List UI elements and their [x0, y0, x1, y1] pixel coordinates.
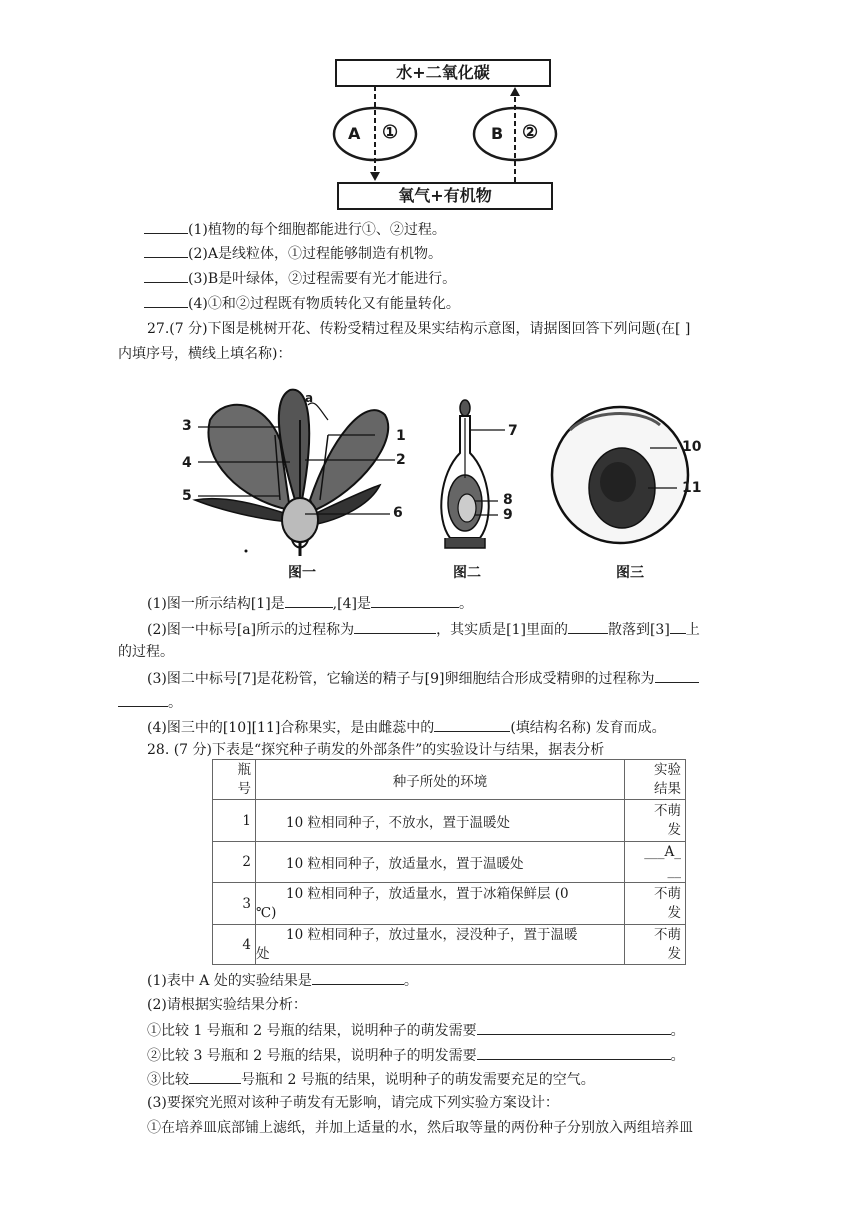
cell-no: 1 [213, 800, 256, 842]
bottom-box: 氧气+有机物 [337, 182, 553, 210]
q27-sub2-line2: 的过程。 [118, 644, 174, 660]
caption-fig3: 图三 [616, 565, 644, 581]
q28-sub2-2: ②比较 3 号瓶和 2 号瓶的结果，说明种子的明发需要 。 [147, 1044, 685, 1066]
q27-stem-line1: 27.(7 分)下图是桃树开花、传粉受精过程及果实结构示意图，请据图回答下列问题(在[ ] [147, 321, 691, 337]
label-a: A [348, 124, 361, 143]
table-row [213, 883, 686, 925]
header-bottle-no: 瓶 号 [213, 760, 256, 800]
answer-blank[interactable] [670, 618, 686, 634]
flower-illustration [180, 380, 440, 560]
label-1: 1 [396, 428, 406, 444]
label-a: a [305, 391, 314, 405]
cell-result-a[interactable]: ___A_ __ [625, 842, 686, 883]
table-row [213, 800, 686, 842]
statement-3: (3)B是叶绿体，②过程需要有光才能进行。 [144, 267, 456, 289]
label-10: 10 [682, 439, 702, 455]
fruit-illustration [550, 400, 730, 560]
table-row [213, 925, 686, 965]
caption-fig1: 图一 [288, 565, 316, 581]
process-1-label: ① [382, 122, 399, 143]
cell-no: 2 [213, 842, 256, 883]
table-row [213, 842, 686, 883]
cell-no: 4 [213, 925, 256, 965]
top-box: 水+二氧化碳 [335, 59, 551, 87]
cell-env: 10 粒相同种子，不放水，置于温暖处 [256, 800, 625, 842]
answer-blank[interactable] [285, 592, 333, 608]
label-8: 8 [503, 492, 513, 508]
answer-blank[interactable] [189, 1068, 241, 1084]
label-7: 7 [508, 423, 518, 439]
statement-1: (1)植物的每个细胞都能进行①、②过程。 [144, 218, 446, 240]
answer-blank[interactable] [371, 592, 459, 608]
q28-sub2-1: ①比较 1 号瓶和 2 号瓶的结果，说明种子的萌发需要 。 [147, 1019, 685, 1041]
cell-result: 不萌 发 [625, 883, 686, 925]
q28-sub1: (1)表中 A 处的实验结果是 。 [147, 969, 418, 991]
q27-sub3: (3)图二中标号[7]是花粉管，它输送的精子与[9]卵细胞结合形成受精卵的过程称为 [147, 667, 699, 689]
label-11: 11 [682, 480, 702, 496]
cell-no: 3 [213, 883, 256, 925]
answer-blank[interactable] [477, 1019, 671, 1035]
q27-stem-line2: 内填序号，横线上填名称)： [118, 346, 292, 362]
cell-env: 10 粒相同种子，放过量水，浸没种子，置于温暖 处 [256, 925, 625, 965]
pistil-illustration [430, 398, 540, 558]
label-3: 3 [182, 418, 192, 434]
cell-env: 10 粒相同种子，放适量水，置于温暖处 [256, 842, 625, 883]
q28-stem: 28. (7 分)下表是“探究种子萌发的外部条件”的实验设计与结果，据表分析 [147, 742, 605, 758]
q27-sub3-line2: 。 [118, 691, 182, 713]
q28-sub3-1: ①在培养皿底部铺上滤纸，并加上适量的水，然后取等量的两份种子分别放入两组培养皿 [147, 1120, 693, 1136]
statement-2: (2)A是线粒体，①过程能够制造有机物。 [144, 242, 442, 264]
label-9: 9 [503, 507, 513, 523]
caption-fig2: 图二 [453, 565, 481, 581]
answer-blank[interactable] [434, 716, 510, 732]
answer-blank[interactable] [144, 292, 188, 308]
header-environment: 种子所处的环境 [256, 760, 625, 800]
header-result: 实验 结果 [625, 760, 686, 800]
answer-blank[interactable] [655, 667, 699, 683]
answer-blank[interactable] [477, 1044, 671, 1060]
q27-sub1: (1)图一所示结构[1]是 ,[4]是 。 [147, 592, 473, 614]
answer-blank[interactable] [144, 267, 188, 283]
answer-blank[interactable] [354, 618, 436, 634]
experiment-table [212, 759, 686, 965]
cell-result: 不萌 发 [625, 925, 686, 965]
label-5: 5 [182, 488, 192, 504]
answer-blank[interactable] [568, 618, 608, 634]
answer-blank[interactable] [144, 242, 188, 258]
q28-sub3: (3)要探究光照对该种子萌发有无影响，请完成下列实验方案设计： [147, 1095, 559, 1111]
answer-blank[interactable] [118, 691, 168, 707]
cell-result: 不萌 发 [625, 800, 686, 842]
q28-sub2-3: ③比较 号瓶和 2 号瓶的结果，说明种子的萌发需要充足的空气。 [147, 1068, 595, 1090]
label-6: 6 [393, 505, 403, 521]
q27-sub2: (2)图一中标号[a]所示的过程称为 ，其实质是[1]里面的 散落到[3] 上 [147, 618, 700, 640]
answer-blank[interactable] [144, 218, 188, 234]
answer-blank[interactable] [312, 969, 404, 985]
label-2: 2 [396, 452, 406, 468]
label-b: B [491, 124, 504, 143]
q27-sub4: (4)图三中的[10][11]合称果实，是由雌蕊中的 (填结构名称) 发育而成。 [147, 716, 666, 738]
statement-4: (4)①和②过程既有物质转化又有能量转化。 [144, 292, 460, 314]
table-header [213, 760, 686, 800]
label-4: 4 [182, 455, 192, 471]
process-2-label: ② [522, 122, 539, 143]
cell-env: 10 粒相同种子，放适量水，置于冰箱保鲜层 (0 ℃) [256, 883, 625, 925]
q28-sub2: (2)请根据实验结果分析： [147, 997, 307, 1013]
